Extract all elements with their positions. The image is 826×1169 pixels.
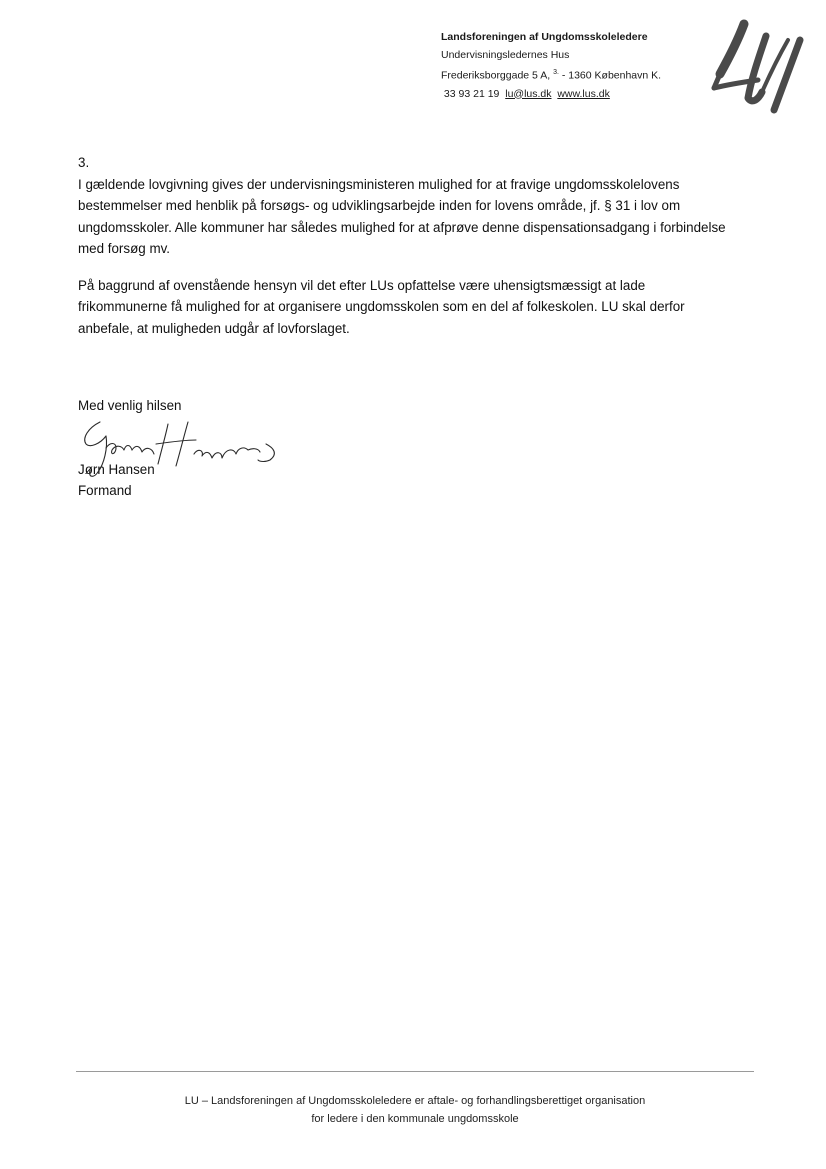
footer-divider bbox=[76, 1071, 754, 1072]
body-paragraph-2: På baggrund af ovenstående hensyn vil det efter LUs opfattelse være uhensigtsmæssigt at lade frikommunerne få mulighed for at organisere ungdomsskolen som en del af folkeskolen. LU skal derfor anbefale, at muligheden udgår af lovforslaget. bbox=[78, 277, 685, 336]
handwritten-signature bbox=[70, 414, 300, 486]
address-rest: - 1360 København K. bbox=[558, 69, 662, 82]
lu-logo-icon bbox=[708, 18, 808, 118]
email-link[interactable]: lu@lus.dk bbox=[505, 87, 552, 100]
letterhead bbox=[441, 28, 711, 103]
signer-name: Jørn Hansen bbox=[78, 462, 155, 477]
section-number: 3. bbox=[78, 155, 90, 170]
building-name: Undervisningsledernes Hus bbox=[441, 49, 570, 61]
address-street: Frederiksborggade 5 A, bbox=[441, 69, 554, 82]
phone-number: 33 93 21 19 bbox=[443, 87, 500, 100]
page-footer bbox=[76, 1092, 754, 1128]
body-paragraph-1: I gældende lovgivning gives der undervisningsministeren mulighed for at fravige ungdomsskolelovens bestemmelser med henblik på forsøgs- og udviklingsarbejde inden for lovens område, jf. § 31 i lov om ungdomsskoler. Alle kommuner har således mulighed for at afprøve denne dispensationsadgang i forbindelse med forsøg mv. bbox=[78, 176, 726, 256]
closing-greeting: Med venlig hilsen bbox=[78, 398, 182, 413]
signer-title: Formand bbox=[78, 483, 132, 498]
footer-line-2: for ledere i den kommunale ungdomsskole bbox=[311, 1113, 519, 1125]
footer-line-1: LU – Landsforeningen af Ungdomsskoleledere er aftale- og forhandlingsberettiget organisation bbox=[184, 1095, 646, 1107]
address-floor: 3. bbox=[553, 69, 559, 76]
org-name: Landsforeningen af Ungdomsskoleledere bbox=[441, 31, 648, 43]
contact-line bbox=[441, 85, 711, 103]
address bbox=[441, 64, 711, 85]
letter-body bbox=[78, 152, 738, 354]
website-link[interactable]: www.lus.dk bbox=[557, 87, 610, 100]
